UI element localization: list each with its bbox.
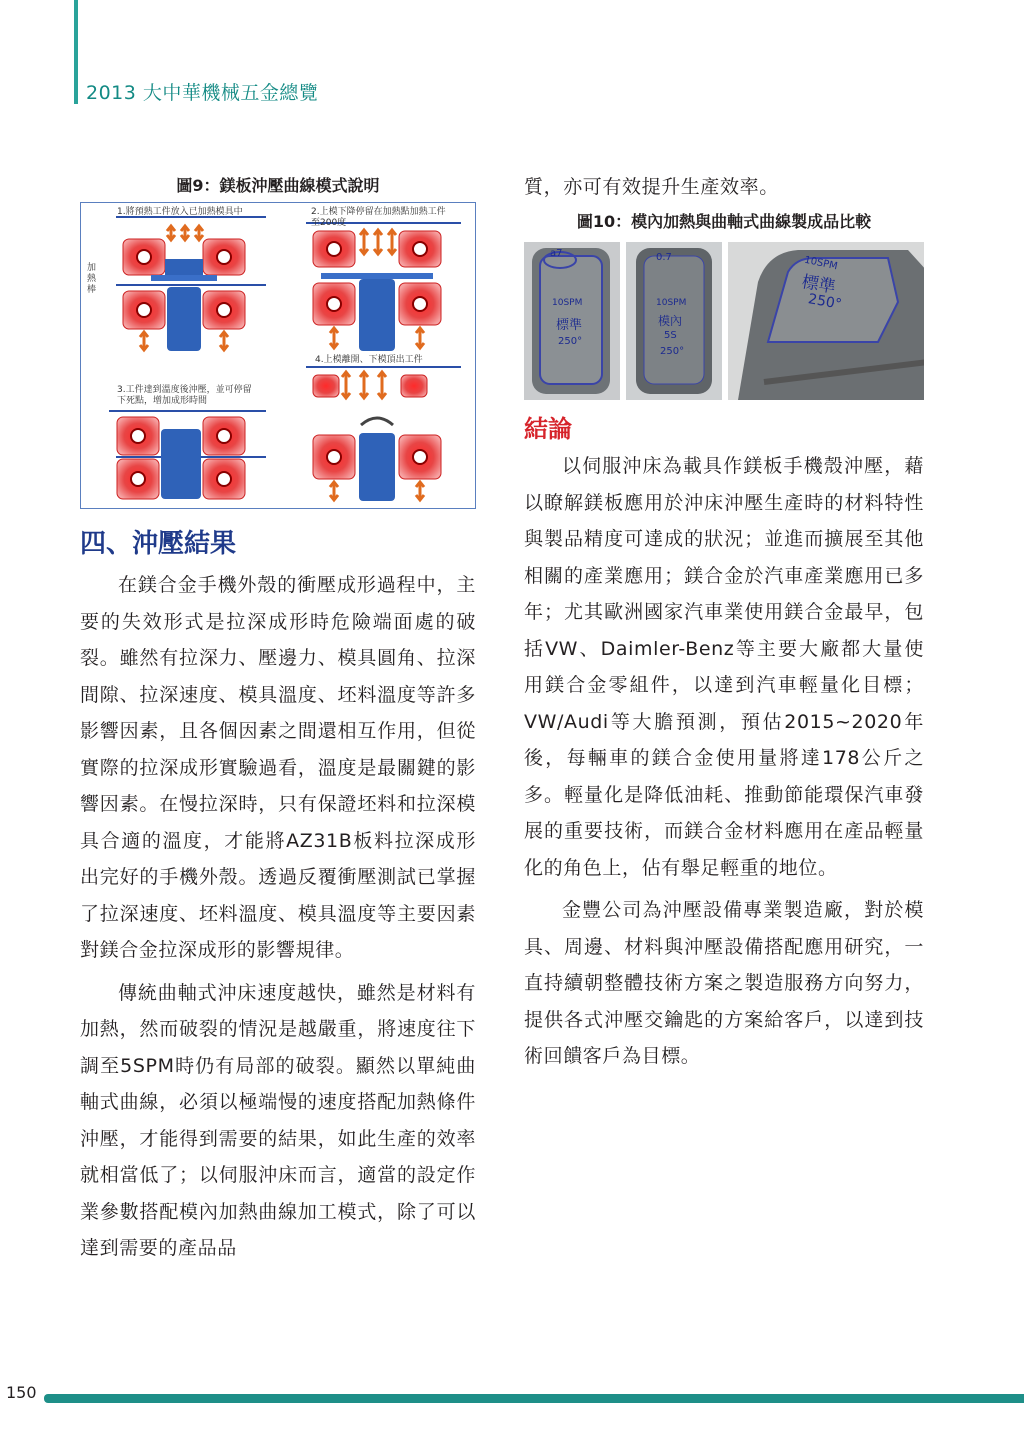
continued-paragraph: 質，亦可有效提升生產效率。 [524, 176, 779, 198]
header-accent-bar [74, 0, 78, 104]
photo-right-label-0: 10SPM [803, 254, 839, 273]
page-number: 150 [6, 1383, 37, 1402]
figure10-photos [524, 242, 924, 400]
section-heading-conclusion: 結論 [524, 415, 572, 443]
photo-left-label-0: a7 [550, 248, 563, 259]
diagram-heater-label: 加熱棒 [87, 263, 97, 295]
diagram-step4-label: 4.上模離開、下模頂出工件 [315, 355, 423, 365]
figure9-diagram [80, 202, 476, 509]
photo-middle-label-1: 10SPM [656, 298, 687, 308]
diagram-step1-label: 1.將預熱工件放入已加熱模具中 [117, 207, 243, 217]
diagram-step2-label: 2.上模下降停留在加熱點加熱工件至200度 [311, 207, 446, 228]
figure10-caption: 圖10：模內加熱與曲軸式曲線製成品比較 [576, 212, 872, 231]
left-column [80, 172, 476, 1267]
footer-accent-line [44, 1394, 1024, 1403]
conclusion-paragraph-1: 以伺服沖床為載具作鎂板手機殼沖壓，藉以瞭解鎂板應用於沖床沖壓生產時的材料特性與製品精度可達成的狀況；並進而擴展至其他相關的產業應用；鎂合金於汽車產業應用已多年；尤其歐洲國家汽車業使用鎂合金最早，包括VW、Daimler-Benz等主要大廠都大量使用鎂合金零組件，以達到汽車輕量化目標； VW/Audi等大膽預測，預估2015~2020年後，每輛車的鎂合金使用量將達178公斤之多。輕量化是降低油耗、推動節能環保汽車發展的重要技術，而鎂合金材料應用在產品輕量化的角色上，佔有舉足輕重的地位。 [524, 455, 924, 879]
conclusion-paragraph-2: 金豐公司為沖壓設備專業製造廠，對於模具、周邊、材料與沖壓設備搭配應用研究，一直持續朝整體技術方案之製造服務方向努力，提供各式沖壓交鑰匙的方案給客戶，以達到技術回饋客戶為目標。 [524, 899, 924, 1067]
photo-middle-label-3: 5S [664, 330, 677, 341]
running-header-title: 2013 大中華機械五金總覽 [86, 82, 319, 104]
section-heading-results: 四、沖壓結果 [80, 529, 237, 559]
photo-in-mold-heated-part [626, 242, 722, 400]
photo-middle-label-2: 模內 [658, 314, 683, 328]
right-column [524, 172, 924, 1075]
photo-left-label-1: 10SPM [552, 298, 583, 308]
results-paragraph-1: 在鎂合金手機外殼的衝壓成形過程中，主要的失效形式是拉深成形時危險端面處的破裂。雖然有拉深力、壓邊力、模具圓角、拉深間隙、拉深速度、模具溫度、坯料溫度等許多影響因素，且各個因素之間還相互作用，但從實際的拉深成形實驗過看，溫度是最關鍵的影響因素。在慢拉深時，只有保證坯料和拉深模具合適的溫度，才能將AZ31B板料拉深成形出完好的手機外殼。透過反覆衝壓測試已掌握了拉深速度、坯料溫度、模具溫度等主要因素對鎂合金拉深成形的影響規律。 [80, 574, 476, 961]
photo-middle-label-0: 0.7 [656, 252, 672, 263]
photo-standard-part-closeup [728, 242, 924, 400]
photo-right-label-2: 250° [806, 291, 843, 313]
figure9-caption: 圖9：鎂板沖壓曲線模式說明 [176, 176, 380, 195]
photo-left-label-2: 標準 [556, 318, 583, 333]
photo-standard-part [524, 242, 620, 400]
photo-middle-label-4: 250° [660, 346, 685, 357]
results-paragraph-2: 傳統曲軸式沖床速度越快，雖然是材料有加熱，然而破裂的情況是越嚴重，將速度往下調至5SPM時仍有局部的破裂。顯然以單純曲軸式曲線，必須以極端慢的速度搭配加熱條件沖壓，才能得到需要的結果，如此生產的效率就相當低了；以伺服沖床而言，適當的設定作業參數搭配模內加熱曲線加工模式，除了可以達到需要的產品品 [80, 981, 476, 1259]
diagram-step3-label: 3.工件達到溫度後沖壓，並可停留下死點，增加成形時間 [117, 385, 252, 406]
photo-left-label-3: 250° [558, 336, 583, 347]
photo-right-label-1: 標準 [800, 272, 838, 298]
